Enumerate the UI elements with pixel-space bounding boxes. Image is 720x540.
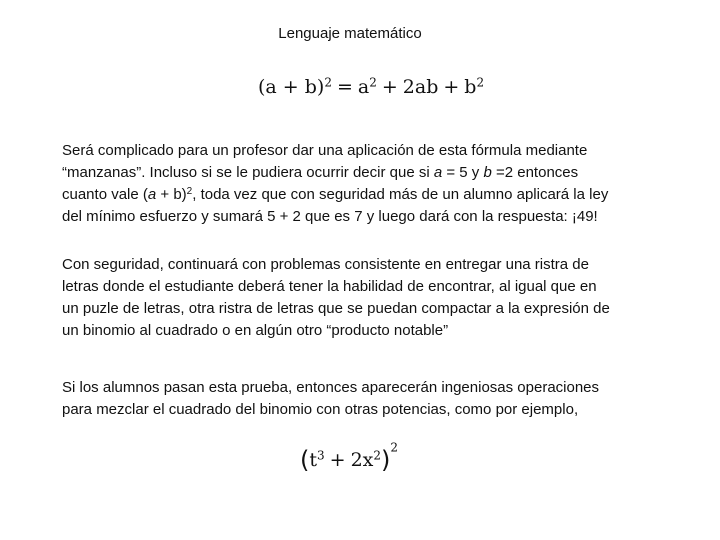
paragraph-2-line-2: letras donde el estudiante deberá tener la habilidad de encontrar, al igual que en [62, 278, 597, 295]
formula-term-b-exponent: 2 [476, 75, 485, 90]
p1l3-text-c: , toda vez que con seguridad más de un alumno aplicará la ley [192, 186, 609, 203]
paragraph-1-line-3 [62, 184, 682, 206]
formula-lhs: (a + b) [258, 76, 325, 98]
p1l3-exponent: 2 [186, 186, 193, 197]
paragraph-1 [62, 140, 682, 228]
paragraph-1-line-4: del mínimo esfuerzo y sumará 5 + 2 que es 7 y luego dará con la respuesta: ¡49! [62, 208, 598, 225]
p1l3-text-a: cuanto vale ( [62, 186, 148, 203]
formula-plus-1: + [381, 76, 398, 98]
paragraph-2 [62, 254, 682, 342]
formula2-outer-exponent: 2 [390, 440, 399, 455]
example-power-formula [300, 440, 399, 474]
formula2-term-t-exponent: 3 [317, 448, 325, 463]
paragraph-1-line-2 [62, 162, 682, 184]
p1l3-text-b: + b) [156, 186, 187, 203]
paragraph-1-line-1: Será complicado para un profesor dar una aplicación de esta fórmula mediante [62, 142, 588, 159]
variable-a: a [433, 164, 443, 181]
formula-equals: = [336, 76, 353, 98]
paragraph-3-line-2: para mezclar el cuadrado del binomio con otras potencias, como por ejemplo, [62, 401, 579, 418]
formula-term-a: a [357, 76, 370, 98]
variable-a: a [147, 186, 157, 203]
paragraph-2-line-4: un binomio al cuadrado o en algún otro “producto notable” [62, 322, 449, 339]
formula2-term-2x-exponent: 2 [373, 448, 382, 463]
formula-lhs-exponent: 2 [324, 75, 332, 90]
formula2-open-paren: ( [300, 446, 310, 474]
paragraph-2-line-3: un puzle de letras, otra ristra de letras que se puedan compactar a la expresión de [62, 300, 610, 317]
variable-b: b [483, 164, 492, 181]
formula2-plus: + [329, 449, 346, 471]
p1l2-text-c: =2 entonces [491, 164, 579, 181]
formula-plus-2: + [443, 76, 460, 98]
paragraph-2-line-1: Con seguridad, continuará con problemas consistente en entregar una ristra de [62, 256, 589, 273]
paragraph-3 [62, 377, 682, 421]
p1l2-text-a: “manzanas”. Incluso si se le pudiera ocurrir decir que si [62, 164, 434, 181]
binomial-square-formula [258, 76, 484, 98]
formula-term-b: b [464, 76, 477, 98]
page-title: Lenguaje matemático [278, 25, 422, 42]
formula-term-2ab: 2ab [402, 76, 439, 98]
formula-term-a-exponent: 2 [369, 75, 377, 90]
formula2-term-2x: 2x [350, 449, 374, 471]
paragraph-3-line-1: Si los alumnos pasan esta prueba, entonces aparecerán ingeniosas operaciones [62, 379, 600, 396]
p1l2-text-b: = 5 y [442, 164, 484, 181]
formula2-term-t: t [309, 449, 318, 471]
formula2-close-paren: ) [381, 446, 391, 474]
